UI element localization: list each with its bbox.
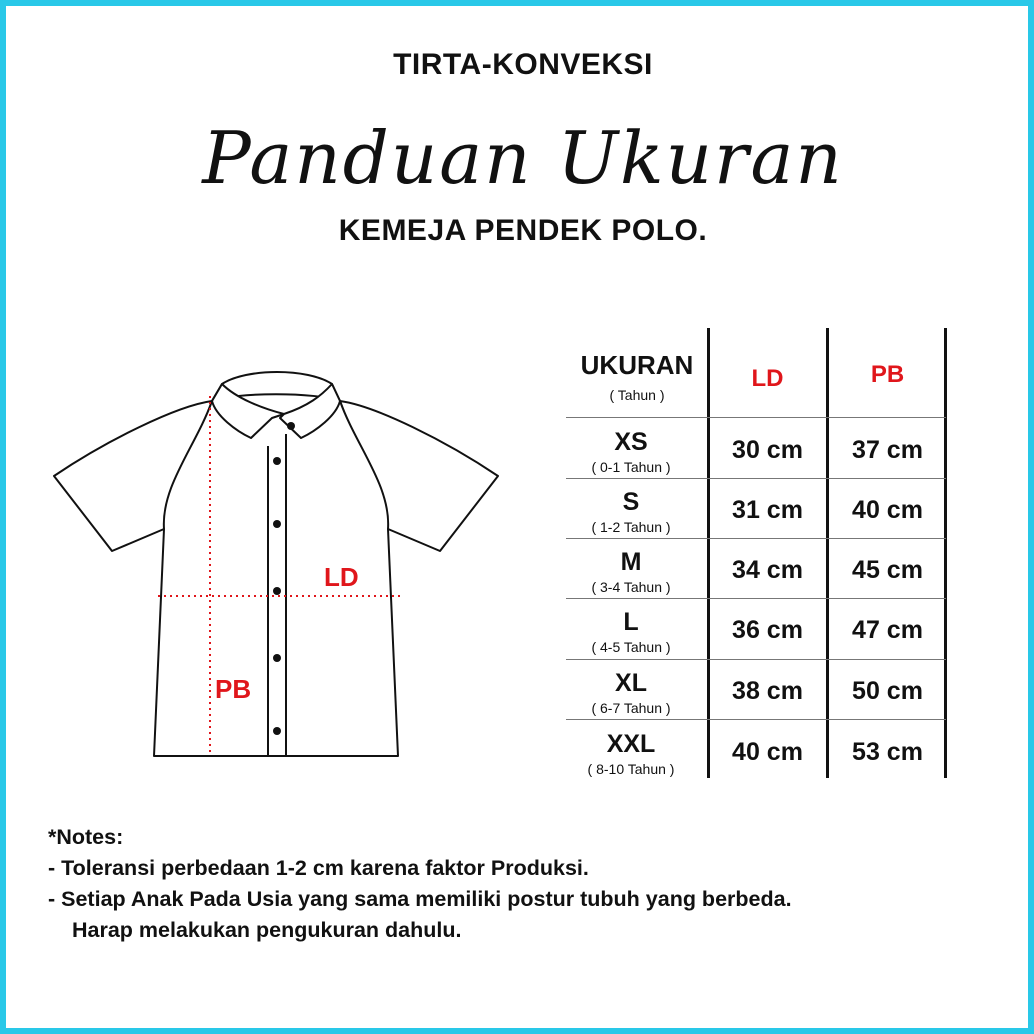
- ld-value: 31 cm: [732, 496, 803, 524]
- size-code: L: [623, 608, 639, 636]
- size-code: XL: [615, 669, 647, 697]
- pb-value: 40 cm: [852, 496, 923, 524]
- ld-value: 34 cm: [732, 556, 803, 584]
- ld-value: 38 cm: [732, 677, 803, 705]
- pb-value: 45 cm: [852, 556, 923, 584]
- header-ld: LD: [751, 365, 784, 392]
- table-row: [566, 422, 946, 482]
- row-separator: [566, 417, 946, 418]
- pb-value: 47 cm: [852, 616, 923, 644]
- table-row: [566, 724, 946, 784]
- age-range: ( 1-2 Tahun ): [591, 519, 671, 535]
- page-title: Panduan Ukuran: [202, 116, 844, 200]
- table-row: [566, 602, 946, 662]
- pb-label: PB: [215, 674, 252, 704]
- age-range: ( 0-1 Tahun ): [591, 459, 671, 475]
- size-table: [566, 328, 956, 780]
- age-range: ( 8-10 Tahun ): [587, 761, 675, 777]
- ld-value: 30 cm: [732, 436, 803, 464]
- size-code: S: [622, 488, 640, 516]
- brand-name: TIRTA-KONVEKSI: [393, 48, 653, 81]
- pb-value: 50 cm: [852, 677, 923, 705]
- size-code: M: [620, 548, 642, 576]
- age-range: ( 3-4 Tahun ): [591, 579, 671, 595]
- header-pb: PB: [870, 361, 905, 388]
- age-range: ( 6-7 Tahun ): [591, 700, 671, 716]
- notes-section: [48, 822, 1008, 946]
- pb-value: 53 cm: [852, 738, 923, 766]
- table-row: [566, 482, 946, 542]
- note-item: - Setiap Anak Pada Usia yang sama memiliki postur tubuh yang berbeda.: [48, 887, 792, 911]
- table-row: [566, 663, 946, 723]
- pb-value: 37 cm: [852, 436, 923, 464]
- header-age: ( Tahun ): [609, 387, 665, 403]
- table-row: [566, 542, 946, 602]
- header-size: UKURAN: [580, 350, 694, 380]
- note-item: - Toleransi perbedaan 1-2 cm karena faktor Produksi.: [48, 856, 589, 880]
- ld-label: LD: [324, 562, 359, 592]
- note-item: Harap melakukan pengukuran dahulu.: [72, 918, 462, 942]
- page-subtitle: KEMEJA PENDEK POLO.: [338, 214, 708, 247]
- age-range: ( 4-5 Tahun ): [591, 639, 671, 655]
- ld-value: 40 cm: [732, 738, 803, 766]
- size-code: XXL: [606, 730, 656, 758]
- notes-heading: *Notes:: [48, 825, 124, 849]
- shirt-illustration: [46, 346, 516, 776]
- ld-value: 36 cm: [732, 616, 803, 644]
- size-code: XS: [614, 428, 648, 456]
